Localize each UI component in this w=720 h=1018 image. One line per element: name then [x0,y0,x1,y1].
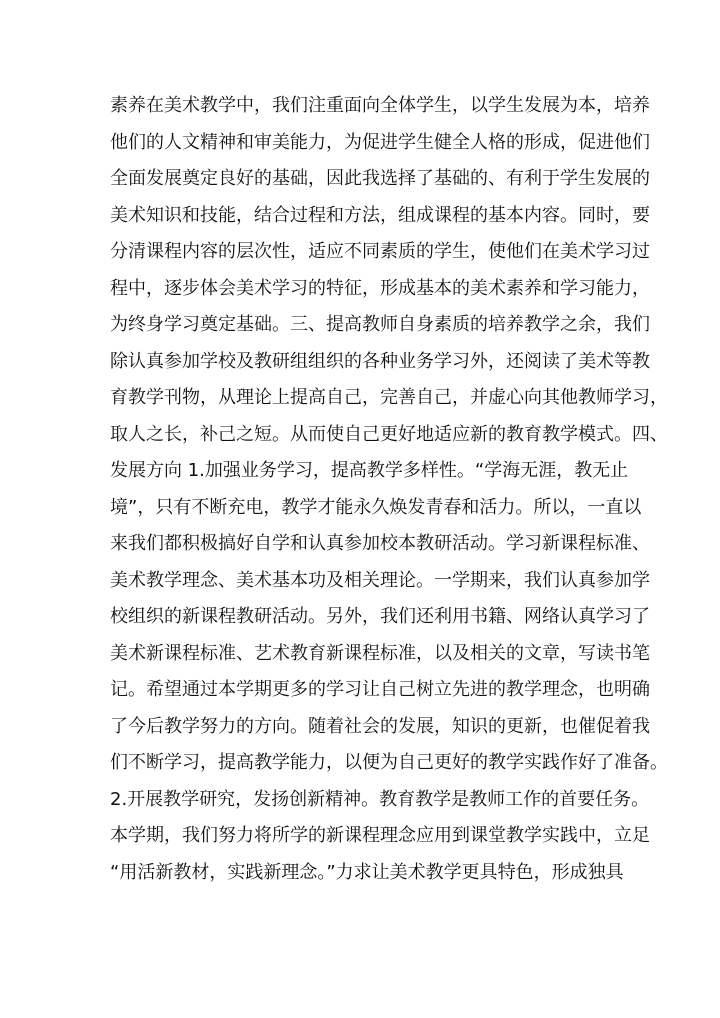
text-line: 程中，逐步体会美术学习的特征，形成基本的美术素养和学习能力， [110,277,650,299]
text-line: 全面发展奠定良好的基础，因此我选择了基础的、有利于学生发展的 [110,168,650,189]
text-line: 校组织的新课程教研活动。另外，我们还利用书籍、网络认真学习了 [110,606,650,627]
text-line: 来我们都积极搞好自学和认真参加校本教研活动。学习新课程标准、 [110,533,650,554]
body-text [110,88,668,891]
text-line: 了今后教学努力的方向。随着社会的发展，知识的更新，也催促着我 [110,715,650,737]
text-line: 们不断学习，提高教学能力，以便为自己更好的教学实践作好了准备。 [110,752,668,773]
text-line: 除认真参加学校及教研组组织的各种业务学习外，还阅读了美术等教 [110,350,650,372]
text-line: 发展方向 1.加强业务学习，提高教学多样性。“学海无涯，教无止 [110,460,629,481]
text-line: 2.开展教学研究，发扬创新精神。教育教学是教师工作的首要任务。 [110,788,650,810]
text-line: 取人之长，补己之短。从而使自己更好地适应新的教育教学模式。四、 [110,423,668,445]
text-line: 为终身学习奠定基础。三、提高教师自身素质的培养教学之余，我们 [110,314,650,335]
text-line: 美术教学理念、美术基本功及相关理论。一学期来，我们认真参加学 [110,569,650,591]
text-line: 育教学刊物，从理论上提高自己，完善自己，并虚心向其他教师学习， [110,387,668,408]
text-line: 素养在美术教学中，我们注重面向全体学生，以学生发展为本，培养 [110,95,650,116]
text-line: 美术知识和技能，结合过程和方法，组成课程的基本内容。同时，要 [110,204,650,226]
text-line: 他们的人文精神和审美能力，为促进学生健全人格的形成，促进他们 [110,131,650,153]
text-line: “用活新教材，实践新理念。”力求让美术教学更具特色，形成独具 [110,861,624,883]
text-line: 分清课程内容的层次性，适应不同素质的学生，使他们在美术学习过 [110,241,650,262]
text-line: 本学期，我们努力将所学的新课程理念应用到课堂教学实践中，立足 [110,825,650,846]
text-line: 记。希望通过本学期更多的学习让自己树立先进的教学理念，也明确 [110,679,650,700]
text-line: 境”，只有不断充电，教学才能永久焕发青春和活力。所以，一直以 [110,496,642,518]
text-line: 美术新课程标准、艺术教育新课程标准，以及相关的文章，写读书笔 [110,642,650,664]
